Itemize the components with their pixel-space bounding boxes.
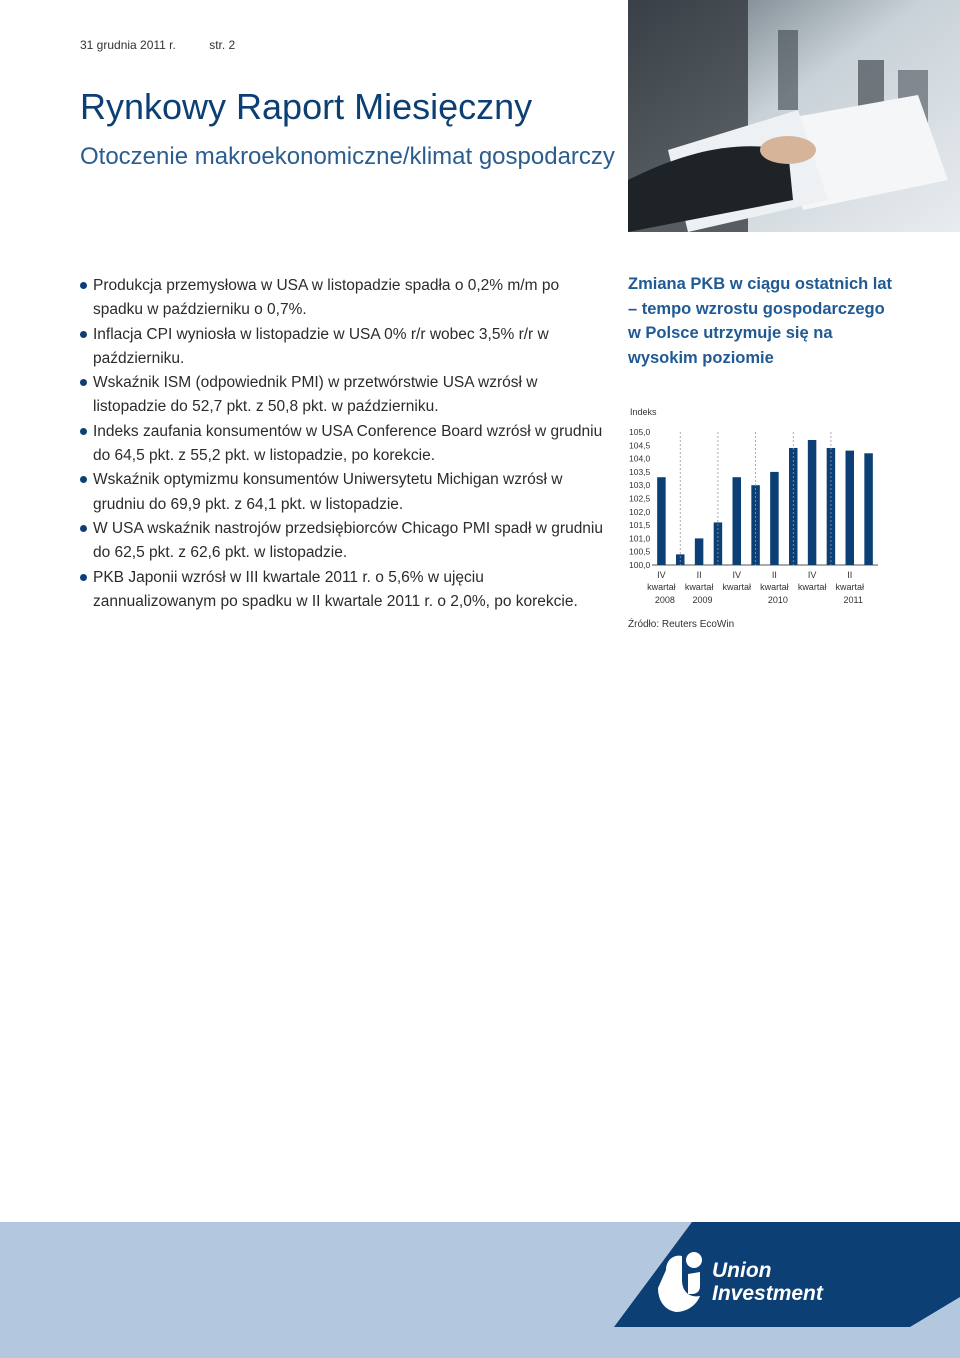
x-tick-quarter: II: [771, 570, 777, 580]
header-photo: [628, 0, 960, 232]
x-tick-word: kwartał: [684, 582, 714, 592]
y-tick-label: 102,0: [629, 506, 651, 517]
y-tick-label: 101,5: [629, 520, 651, 531]
y-tick-label: 104,5: [629, 440, 651, 451]
bullet-item: PKB Japonii wzrósł w III kwartale 2011 r. o 5,6% w ujęciu zannualizowanym po spadku w II kwartale 2011 r. o 2,0%, po korekcie.: [78, 566, 608, 615]
y-tick-label: 100,0: [629, 560, 651, 570]
company-logo: [614, 1222, 960, 1327]
x-tick-quarter: IV: [657, 570, 666, 580]
page-number: str. 2: [209, 38, 236, 52]
bar: [770, 472, 779, 565]
bullet-item: Inflacja CPI wyniosła w listopadzie w USA 0% r/r wobec 3,5% r/r w październiku.: [78, 323, 608, 372]
x-tick-word: kwartał: [797, 582, 827, 592]
y-tick-label: 105,0: [629, 427, 651, 437]
y-tick-label: 101,0: [629, 533, 651, 544]
report-date: 31 grudnia 2011 r.: [80, 38, 176, 52]
y-tick-label: 104,0: [629, 453, 651, 464]
y-tick-label: 100,5: [629, 546, 651, 557]
chart-source: Źródło: Reuters EcoWin: [628, 619, 735, 630]
x-tick-year: 2010: [767, 595, 788, 605]
bar: [733, 477, 742, 565]
chart-title: Zmiana PKB w ciągu ostatnich lat – tempo wzrostu gospodarczego w Polsce utrzymuje się na wysokim poziomie: [628, 275, 893, 367]
bar: [864, 453, 873, 565]
page-meta: [80, 38, 235, 52]
bar: [657, 477, 666, 565]
x-tick-word: kwartał: [760, 582, 789, 592]
page-title: Rynkowy Raport Miesięczny: [80, 86, 533, 127]
bullet-item: Produkcja przemysłowa w USA w listopadzie spadła o 0,2% m/m po spadku w październiku o 0,7%.: [78, 274, 608, 323]
x-tick-quarter: II: [696, 570, 702, 580]
page-subtitle: Otoczenie makroekonomiczne/klimat gospodarczy: [80, 143, 615, 170]
y-tick-label: 102,5: [629, 493, 651, 504]
gdp-chart: [620, 400, 910, 615]
svg-text:Investment: Investment: [712, 1282, 823, 1305]
x-tick-word: kwartał: [647, 582, 676, 592]
bullet-item: Indeks zaufania konsumentów w USA Conference Board wzrósł w grudniu do 64,5 pkt. z 55,2 pkt. w listopadzie, po korekcie.: [78, 420, 608, 469]
bar: [808, 440, 817, 565]
x-tick-word: kwartał: [835, 582, 865, 592]
svg-text:Union: Union: [712, 1259, 772, 1282]
x-tick-word: kwartał: [722, 582, 752, 592]
y-tick-label: 103,0: [629, 480, 651, 491]
x-tick-quarter: IV: [807, 570, 817, 580]
x-tick-quarter: IV: [732, 570, 742, 580]
y-axis-label: Indeks: [630, 407, 657, 417]
bullet-item: Wskaźnik ISM (odpowiednik PMI) w przetwórstwie USA wzrósł w listopadzie do 52,7 pkt. z 50,8 pkt. w październiku.: [78, 371, 608, 420]
x-tick-year: 2011: [843, 595, 863, 605]
bar: [695, 538, 704, 565]
x-tick-year: 2009: [692, 595, 713, 605]
chart-canvas: [620, 400, 910, 615]
y-tick-label: 103,5: [629, 466, 651, 477]
bar: [676, 554, 685, 565]
bullet-list: [78, 274, 608, 614]
bar: [846, 451, 855, 565]
bullet-item: W USA wskaźnik nastrojów przedsiębiorców Chicago PMI spadł w grudniu do 62,5 pkt. z 62,6 pkt. w listopadzie.: [78, 517, 608, 566]
x-tick-year: 2008: [654, 595, 675, 605]
bullet-item: Wskaźnik optymizmu konsumentów Uniwersytetu Michigan wzrósł w grudniu do 69,9 pkt. z 64,1 pkt. w listopadzie.: [78, 468, 608, 517]
x-tick-quarter: II: [847, 570, 853, 580]
